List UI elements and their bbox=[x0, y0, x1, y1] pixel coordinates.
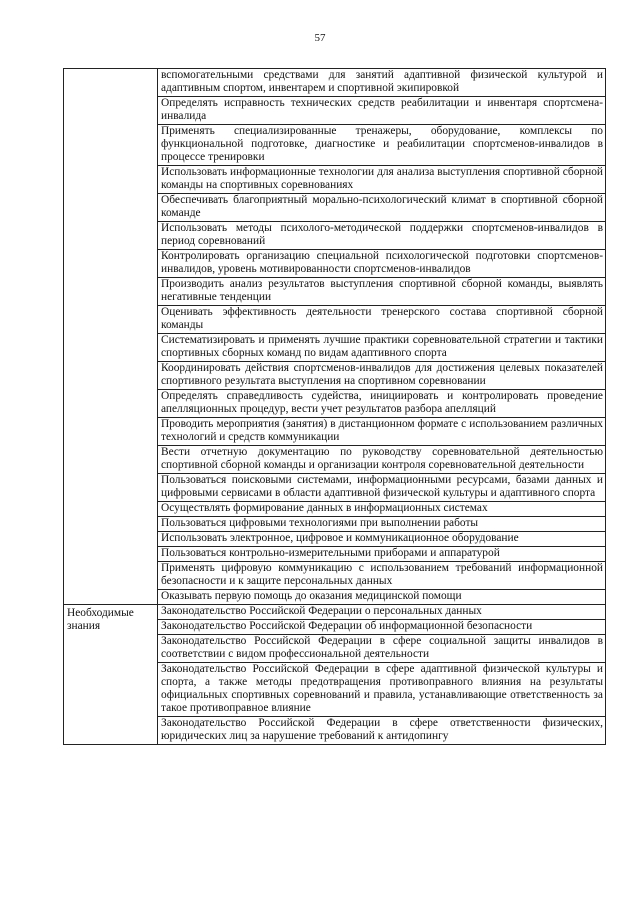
table-cell: Применять специализированные тренажеры, оборудование, комплексы по функциональной подготовке, диагностике и реабилитации спортсменов-инвалидов в процессе тренировки bbox=[158, 125, 606, 166]
table-cell: Вести отчетную документацию по руководству соревновательной деятельностью спортивной сборной команды и организации контроля соревновательной деятельности bbox=[158, 446, 606, 474]
table-cell: Использовать методы психолого-методической поддержки спортсменов-инвалидов в период соревнований bbox=[158, 222, 606, 250]
skills-label-cell bbox=[64, 69, 158, 605]
table-cell: Законодательство Российской Федерации в сфере адаптивной физической культуры и спорта, а также методы предотвращения противоправного влияния на результаты официальных спортивных соревнований и правила, устанавливающие ответственность за такое противоправное влияние bbox=[158, 663, 606, 717]
table-cell: Производить анализ результатов выступления спортивной сборной команды, выявлять негативные тенденции bbox=[158, 278, 606, 306]
page-number: 57 bbox=[314, 32, 326, 44]
table-cell: Использовать электронное, цифровое и коммуникационное оборудование bbox=[158, 532, 606, 547]
table-cell: Обеспечивать благоприятный морально-психологический климат в спортивной сборной команде bbox=[158, 194, 606, 222]
table-cell: Осуществлять формирование данных в информационных системах bbox=[158, 502, 606, 517]
table-cell: Определять исправность технических средств реабилитации и инвентаря спортсмена-инвалида bbox=[158, 97, 606, 125]
table-cell: Пользоваться контрольно-измерительными приборами и аппаратурой bbox=[158, 547, 606, 562]
table-cell: Законодательство Российской Федерации в сфере социальной защиты инвалидов в соответствии с видом профессиональной деятельности bbox=[158, 635, 606, 663]
table-cell: Проводить мероприятия (занятия) в дистанционном формате с использованием различных технологий и средств коммуникации bbox=[158, 418, 606, 446]
knowledge-label-cell: Необходимые знания bbox=[64, 605, 158, 745]
table-cell: Контролировать организацию специальной психологической подготовки спортсменов-инвалидов, уровень мотивированности спортсменов-инвалидов bbox=[158, 250, 606, 278]
table-cell: Пользоваться поисковыми системами, информационными ресурсами, базами данных и цифровыми сервисами в области адаптивной физической культуры и адаптивного спорта bbox=[158, 474, 606, 502]
table-cell: Координировать действия спортсменов-инвалидов для достижения целевых показателей спортивного результата выступления на спортивном соревновании bbox=[158, 362, 606, 390]
competency-table bbox=[63, 68, 606, 745]
table-cell: Определять справедливость судейства, инициировать и контролировать проведение апелляционных процедур, вести учет результатов разбора апелляций bbox=[158, 390, 606, 418]
table-cell: Пользоваться цифровыми технологиями при выполнении работы bbox=[158, 517, 606, 532]
table-cell: Законодательство Российской Федерации о персональных данных bbox=[158, 605, 606, 620]
table-row bbox=[64, 605, 606, 620]
table-cell: Применять цифровую коммуникацию с использованием требований информационной безопасности и к защите персональных данных bbox=[158, 562, 606, 590]
table-cell: Оказывать первую помощь до оказания медицинской помощи bbox=[158, 590, 606, 605]
table-cell: Законодательство Российской Федерации об информационной безопасности bbox=[158, 620, 606, 635]
table-cell: Оценивать эффективность деятельности тренерского состава спортивной сборной команды bbox=[158, 306, 606, 334]
table-cell: вспомогательными средствами для занятий адаптивной физической культурой и адаптивным спортом, инвентарем и спортивной экипировкой bbox=[158, 69, 606, 97]
table-cell: Систематизировать и применять лучшие практики соревновательной стратегии и тактики спортивных сборных команд по видам адаптивного спорта bbox=[158, 334, 606, 362]
table-cell: Использовать информационные технологии для анализа выступления спортивной сборной команды на спортивных соревнованиях bbox=[158, 166, 606, 194]
table-row bbox=[64, 69, 606, 97]
table-cell: Законодательство Российской Федерации в сфере ответственности физических, юридических лиц за нарушение требований к антидопингу bbox=[158, 717, 606, 745]
